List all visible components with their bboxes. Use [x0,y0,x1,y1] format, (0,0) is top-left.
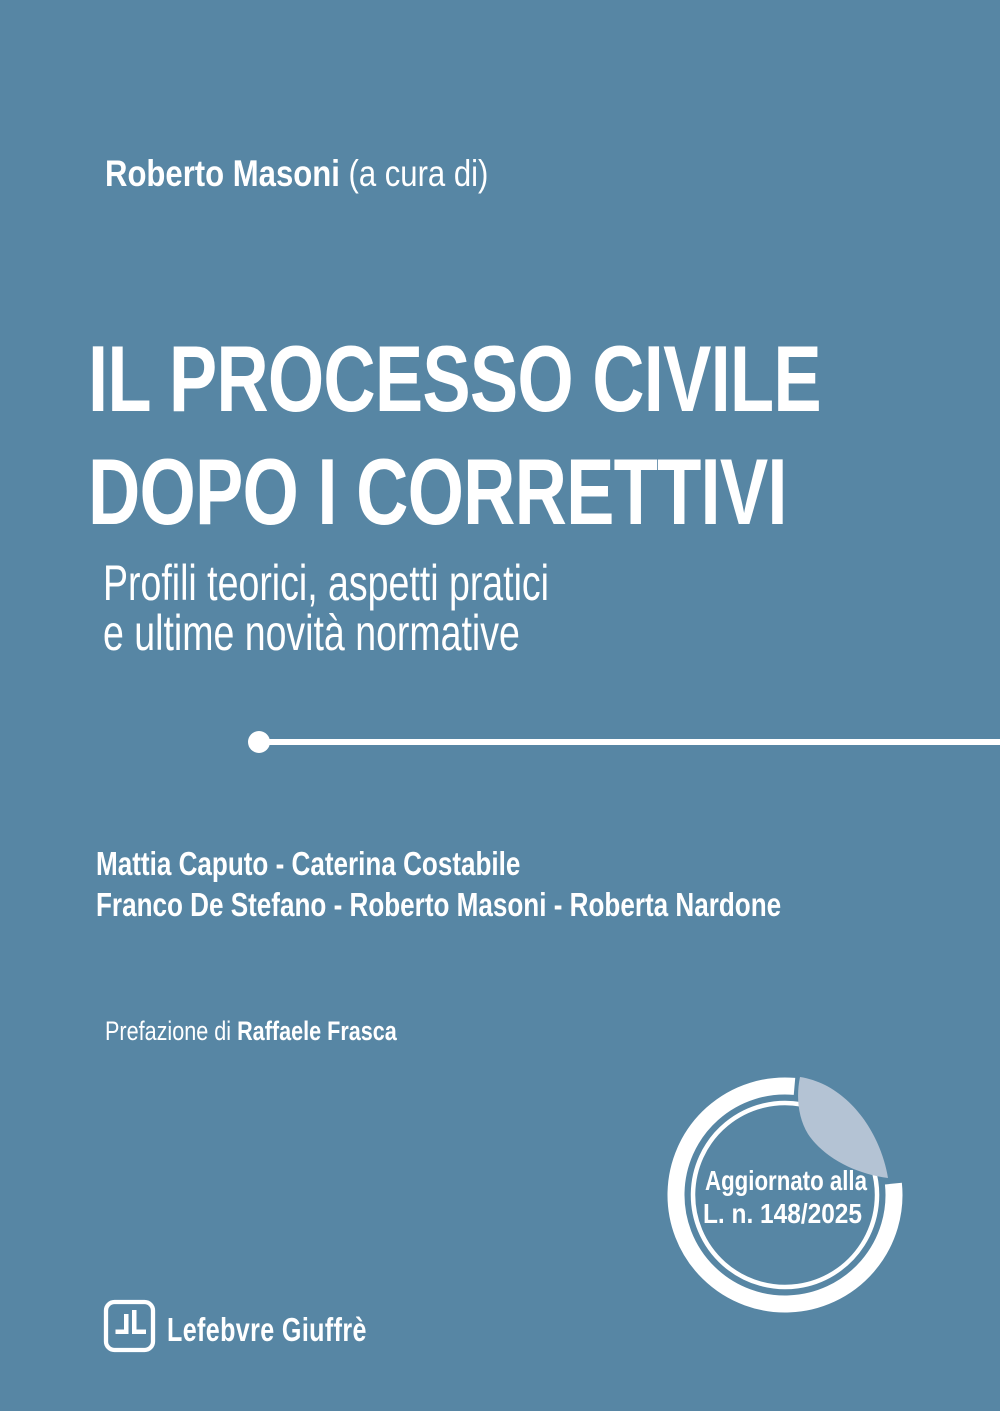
preface-author: Raffaele Frasca [237,1016,397,1046]
updated-law-sticker [654,1050,916,1322]
logo-frame [106,1302,153,1350]
sticker-peel-corner [798,1077,888,1178]
preface-prefix: Prefazione di [105,1016,238,1046]
sticker-text-line2: L. n. 148/2025 [703,1198,862,1229]
sticker-text-line1: Aggiornato alla [705,1165,868,1196]
preface-line [105,1016,397,1047]
publisher-name: Lefebvre Giuffrè [167,1311,367,1348]
authors-list [96,843,781,925]
divider-line [259,739,1000,745]
logo-right-L [132,1310,146,1334]
book-subtitle-line1: Profili teorici, aspetti pratici [103,555,549,611]
book-title [88,322,821,548]
editor-suffix: (a cura di) [339,153,489,194]
book-title-line1: IL PROCESSO CIVILE [88,326,821,431]
authors-line1: Mattia Caputo - Caterina Costabile [96,845,521,882]
editor-name: Roberto Masoni [105,153,340,194]
editor-line [105,153,488,195]
book-subtitle [103,555,549,661]
book-subtitle-line2: e ultime novità normative [103,605,520,661]
logo-left-L [116,1314,129,1334]
authors-line2: Franco De Stefano - Roberto Masoni - Roberta Nardone [96,886,782,923]
lefebvre-giuffre-logo-icon [100,1296,162,1358]
book-title-line2: DOPO I CORRETTIVI [88,439,787,544]
